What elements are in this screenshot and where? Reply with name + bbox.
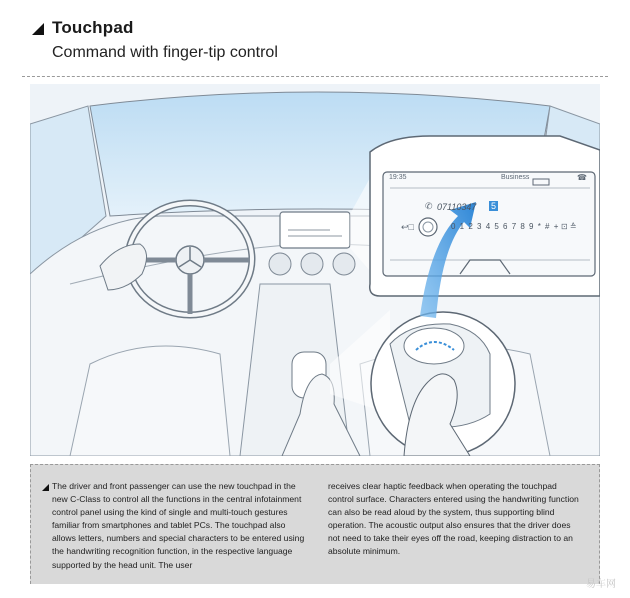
heading — [32, 18, 278, 62]
page-subtitle: Command with finger-tip control — [52, 44, 278, 61]
description-text-2: receives clear haptic feedback when operating the touchpad control surface. Characters entered using the handwriting function can also be read aloud by the system, thus supporting blind operation. The acoustic output also ensures that the driver does not need to take their eyes off the road, keeping distraction to an absolute minimum. — [328, 481, 579, 557]
phone-icon: ☎ — [577, 173, 587, 182]
zoomed-touchpad — [371, 312, 515, 456]
screen-overlay — [383, 172, 595, 276]
car-interior-illustration — [30, 84, 600, 456]
divider-panel-top — [30, 464, 600, 465]
description-panel — [30, 464, 600, 584]
screen-time: 19:35 — [389, 174, 407, 181]
title-row — [32, 18, 278, 38]
triangle-bullet-icon — [32, 23, 44, 35]
description-columns — [52, 480, 582, 572]
menu-icon: ⊡ ≙ — [561, 222, 577, 231]
page-title: Touchpad — [52, 18, 134, 37]
triangle-bullet-icon — [42, 484, 49, 491]
description-col-2 — [328, 480, 582, 572]
description-col-1 — [52, 480, 306, 572]
screen-status: Business — [501, 174, 530, 181]
digit-row: 0 1 2 3 4 5 6 7 8 9 * # + — [451, 222, 560, 231]
divider-panel-right — [599, 464, 600, 584]
divider-top — [22, 76, 608, 77]
description-text-1: The driver and front passenger can use the new touchpad in the new C-Class to control all the functions in the central infotainment control panel using the kind of single and multi-touch gestures familiar from smartphones and tablet PCs. The touchpad also allows letters, numbers and special characters to be entered using the handwriting recognition function, in the respective language supported by the head unit. The user — [52, 481, 305, 570]
call-icon: ✆ — [425, 201, 433, 211]
cursor-digit: 5 — [491, 201, 497, 211]
watermark: 易车网 — [586, 579, 616, 590]
divider-panel-left — [30, 464, 31, 584]
phone-number: 07110347 — [437, 202, 477, 212]
handwriting-icon: ↩□ — [401, 222, 414, 232]
